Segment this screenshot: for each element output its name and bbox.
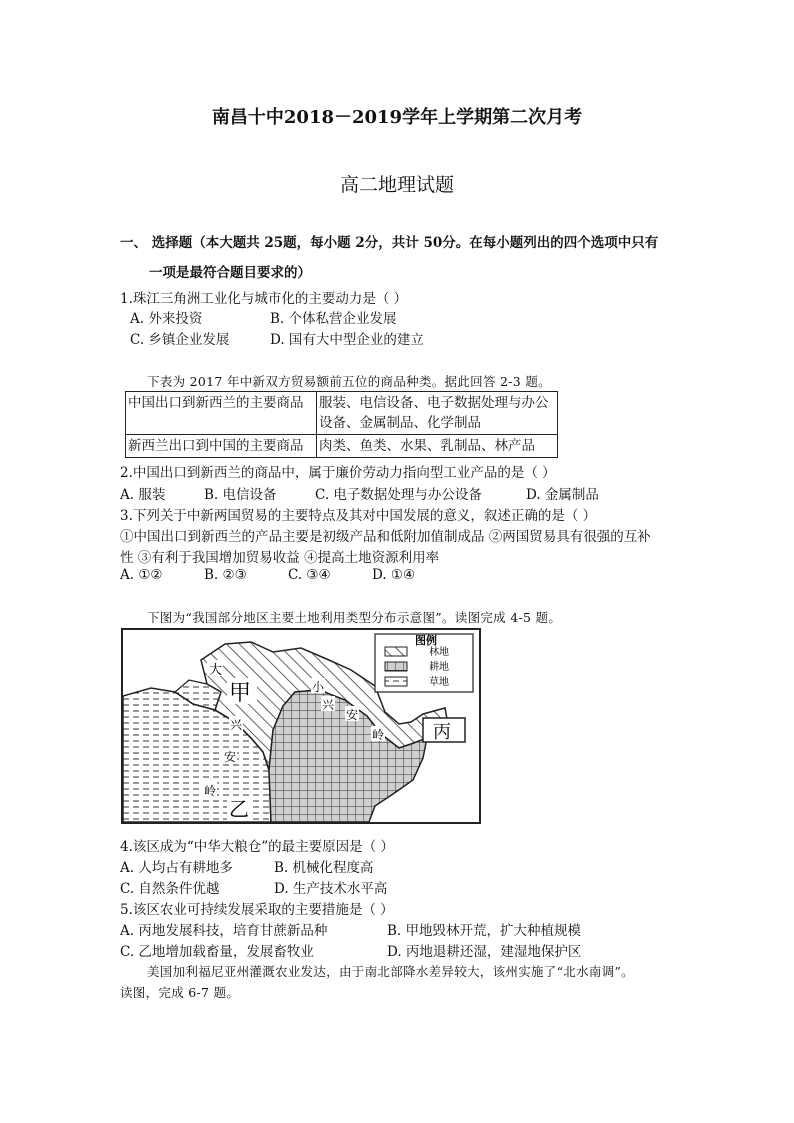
q3-option-b[interactable]: B. ②③ bbox=[204, 567, 247, 583]
q4-option-d[interactable]: D. 生产技术水平高 bbox=[274, 881, 388, 897]
q4-options-row2 bbox=[120, 877, 387, 897]
exam-subtitle: 高二地理试题 bbox=[339, 174, 454, 196]
q2-option-a[interactable]: A. 服装 bbox=[120, 487, 166, 503]
q3-option-a[interactable]: A. ①② bbox=[120, 567, 163, 583]
land-use-map-svg bbox=[123, 630, 479, 822]
q4-option-a[interactable]: A. 人均占有耕地多 bbox=[120, 860, 233, 876]
exam-title: 南昌十中2018－2019学年上学期第二次月考 bbox=[211, 107, 583, 128]
q4-option-c[interactable]: C. 自然条件优越 bbox=[120, 881, 220, 897]
table-row bbox=[126, 435, 558, 458]
label-xing-greater: 兴 bbox=[230, 718, 243, 732]
q5-options-row1 bbox=[120, 919, 581, 939]
q1-option-d[interactable]: D. 国有大中型企业的建立 bbox=[270, 332, 424, 348]
q5-option-a[interactable]: A. 丙地发展科技，培育甘蔗新品种 bbox=[120, 923, 328, 939]
trade-table bbox=[125, 391, 558, 458]
section-heading-line2: 一项是最符合题目要求的） bbox=[149, 265, 311, 281]
label-jia: 甲 bbox=[229, 681, 252, 706]
q5-option-c[interactable]: C. 乙地增加载畜量，发展畜牧业 bbox=[120, 944, 314, 960]
q1-option-a[interactable]: A. 外来投资 bbox=[130, 311, 203, 327]
label-ling-lesser: 岭 bbox=[372, 728, 385, 742]
label-bing: 丙 bbox=[433, 722, 451, 743]
q2-option-b[interactable]: B. 电信设备 bbox=[204, 487, 277, 503]
label-xing-lesser: 兴 bbox=[322, 698, 335, 712]
table-cell-value: 服装、电信设备、电子数据处理与办公设备、金属制品、化学制品 bbox=[317, 392, 558, 435]
q3-stem: 3.下列关于中新两国贸易的主要特点及其对中国发展的意义，叙述正确的是（ ） bbox=[120, 508, 597, 524]
q1-options-row2 bbox=[130, 328, 424, 348]
table-cell-label: 中国出口到新西兰的主要商品 bbox=[126, 392, 317, 435]
intro-6-7-line2: 读图，完成 6-7 题。 bbox=[120, 985, 240, 1000]
q3-option-c[interactable]: C. ③④ bbox=[288, 567, 331, 583]
q2-option-d[interactable]: D. 金属制品 bbox=[526, 487, 599, 503]
intro-4-5: 下图为“我国部分地区主要土地利用类型分布示意图”。读图完成 4-5 题。 bbox=[147, 610, 562, 625]
q1-options-row1 bbox=[130, 307, 397, 327]
q1-stem: 1.珠江三角洲工业化与城市化的主要动力是（ ） bbox=[120, 291, 408, 307]
q4-options-row1 bbox=[120, 856, 374, 876]
q3-statements-line2: 性 ③有利于我国增加贸易收益 ④提高土地资源利用率 bbox=[120, 550, 440, 566]
label-an-lesser: 安 bbox=[346, 708, 359, 722]
table-cell-value: 肉类、鱼类、水果、乳制品、林产品 bbox=[317, 435, 558, 458]
label-an-greater: 安 bbox=[224, 750, 237, 764]
q5-option-b[interactable]: B. 甲地毁林开荒，扩大种植规模 bbox=[387, 923, 582, 939]
map-legend bbox=[375, 633, 473, 692]
q5-stem: 5.该区农业可持续发展采取的主要措施是（ ） bbox=[120, 902, 394, 918]
q3-options bbox=[120, 567, 415, 583]
label-ling-greater: 岭 bbox=[204, 784, 217, 798]
land-use-map bbox=[121, 628, 481, 824]
label-yi: 乙 bbox=[229, 797, 249, 821]
q2-option-c[interactable]: C. 电子数据处理与办公设备 bbox=[315, 487, 482, 503]
legend-item-grassland: 草地 bbox=[429, 677, 449, 688]
q4-option-b[interactable]: B. 机械化程度高 bbox=[274, 860, 374, 876]
q5-option-d[interactable]: D. 丙地退耕还湿，建湿地保护区 bbox=[387, 944, 582, 960]
legend-item-forest: 林地 bbox=[429, 647, 449, 658]
label-xiao: 小 bbox=[312, 680, 325, 694]
legend-title: 图例 bbox=[415, 634, 437, 647]
q3-option-d[interactable]: D. ①④ bbox=[372, 567, 416, 583]
q5-options-row2 bbox=[120, 940, 581, 960]
q3-statements-line1: ①中国出口到新西兰的产品主要是初级产品和低附加值制成品 ②两国贸易具有很强的互补 bbox=[120, 529, 651, 545]
intro-6-7-line1: 美国加利福尼亚州灌溉农业发达，由于南北部降水差异较大，该州实施了“北水南调”。 bbox=[147, 964, 634, 979]
intro-2-3: 下表为 2017 年中新双方贸易额前五位的商品种类。据此回答 2-3 题。 bbox=[147, 374, 551, 389]
q1-option-b[interactable]: B. 个体私营企业发展 bbox=[270, 311, 397, 327]
q2-stem: 2.中国出口到新西兰的商品中，属于廉价劳动力指向型工业产品的是（ ） bbox=[120, 465, 556, 481]
q2-options bbox=[120, 483, 599, 503]
section-heading-line1: 一、 选择题（本大题共 25题，每小题 2分，共计 50分。在每小题列出的四个选项中只有 bbox=[120, 235, 659, 251]
label-da: 大 bbox=[209, 663, 223, 678]
q1-option-c[interactable]: C. 乡镇企业发展 bbox=[130, 332, 230, 348]
legend-item-farmland: 耕地 bbox=[429, 662, 449, 673]
table-row bbox=[126, 392, 558, 435]
q4-stem: 4.该区成为“中华大粮仓”的最主要原因是（ ） bbox=[120, 839, 394, 855]
table-cell-label: 新西兰出口到中国的主要商品 bbox=[126, 435, 317, 458]
